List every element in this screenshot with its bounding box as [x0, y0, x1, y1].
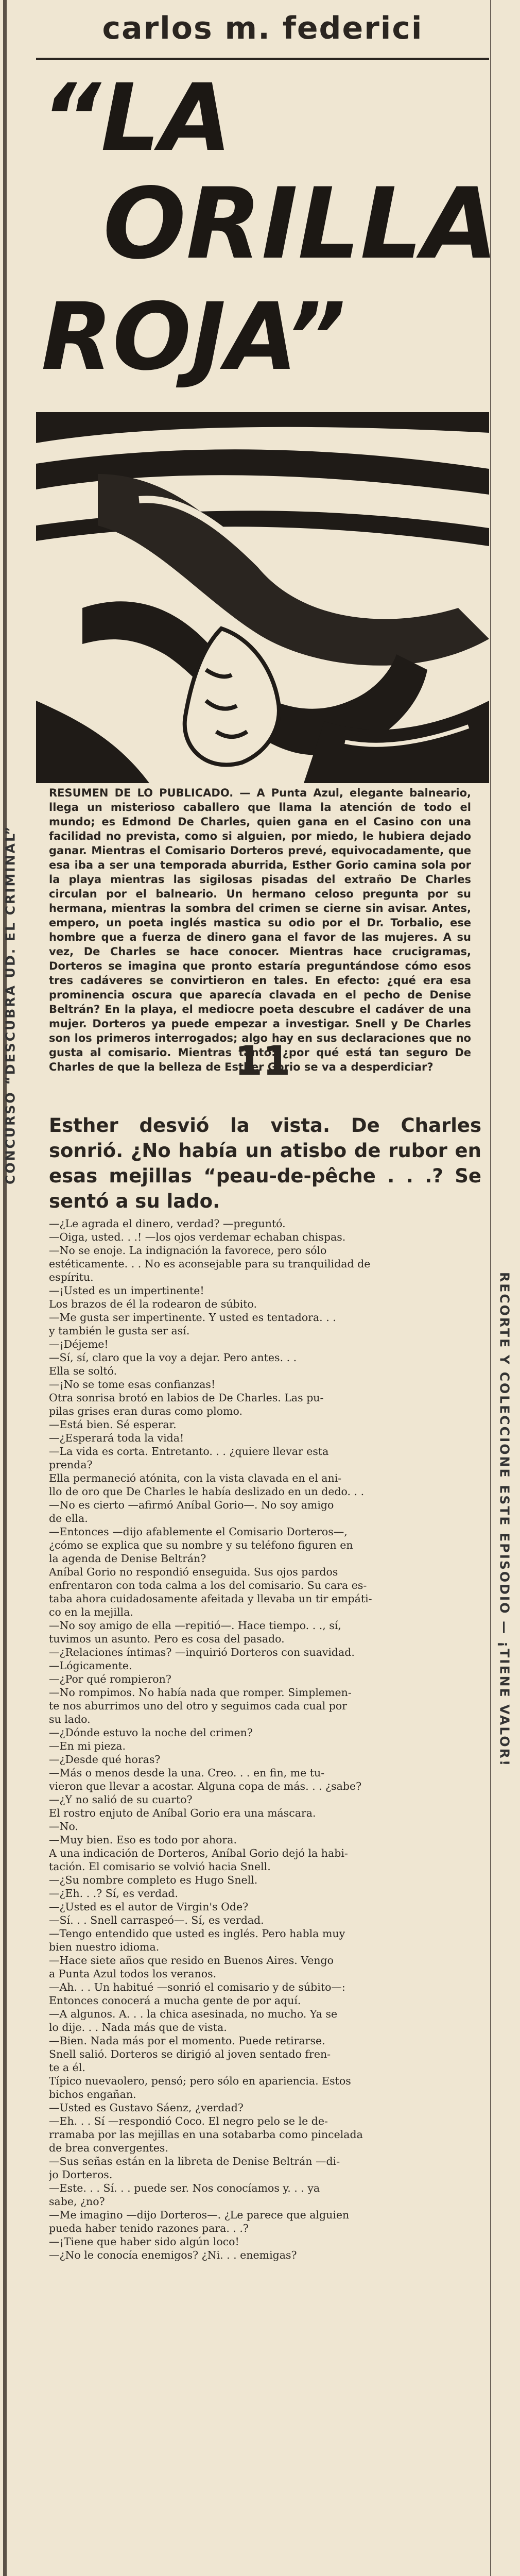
story-line: —Ah. . . Un habitué —sonrió el comisario y de súbito—:: [49, 1981, 345, 1993]
story-line: pueda haber tenido razones para. . .?: [49, 2222, 249, 2234]
title-line-3: ROJA”: [41, 283, 346, 391]
previous-summary: RESUMEN DE LO PUBLICADO. — A Punta Azul, elegante balneario, llega un misterioso caballero que llama la atención de todo el mundo; es Edmond De Charles, quien gana en el Casino con una facilidad no prevista, como si alguien, por miedo, le hubiera dejado ganar. Mientras el Comisario Dorteros prevé, equivocadamente, que esa iba a ser una temporada aburrida, Esther Gorio camina sola por la playa mientras las sigilosas pisadas del extraño De Charles circulan por el balneario. Un hermano celoso pregunta por su hermana, mientras la sombra del crimen se cierne sin avisar. Antes, empero, un poeta inglés mastica su odio por el Dr. Torbalio, ese hombre que a fuerza de dinero gana el favor de las mujeres. A su vez, De Charles se hace conocer. Mientras hace crucigramas, Dorteros se imagina que pronto estaría preguntándose cómo esos tres cadáveres se convirtieron en tales. En efecto: ¿qué era esa prominencia oscura que aparecía clavada en el pecho de Denise Beltrán? En la playa, el mediocre poeta descubre el cadáver de una mujer. Dorteros ya puede empezar a investigar. Snell y De Charles son los primeros interrogados; algo hay en sus declaraciones que no gusta al comisario. Mientras tanto: ¿por qué está tan seguro De Charles de que la belleza de Esther Gorio se va a desperdiciar?: [49, 787, 471, 1073]
story-line: bien nuestro idioma.: [49, 1941, 160, 1953]
story-line: —¿Su nombre completo es Hugo Snell.: [49, 1874, 258, 1886]
story-line: prenda?: [49, 1459, 93, 1471]
story-line: bichos engañan.: [49, 2088, 136, 2100]
story-line: jo Dorteros.: [49, 2168, 113, 2181]
story-line: —¿Dónde estuvo la noche del crimen?: [49, 1726, 253, 1739]
story-line: —Este. . . Sí. . . puede ser. Nos conocíamos y. . . ya: [49, 2182, 320, 2194]
story-line: te nos aburrimos uno del otro y seguimos cada cual por: [49, 1700, 348, 1712]
story-line: El rostro enjuto de Aníbal Gorio era una máscara.: [49, 1807, 316, 1819]
story-line: —Me gusta ser impertinente. Y usted es tentadora. . .: [49, 1311, 336, 1324]
story-line: —Lógicamente.: [49, 1659, 132, 1672]
story-line: enfrentaron con toda calma a los del comisario. Su cara es-: [49, 1579, 367, 1591]
story-line: —¿Desde qué horas?: [49, 1753, 161, 1766]
woman-lying-illustration: [36, 412, 489, 783]
story-line: la agenda de Denise Beltrán?: [49, 1552, 206, 1565]
story-line: —Me imagino —dijo Dorteros—. ¿Le parece que alguien: [49, 2209, 350, 2221]
story-line: lo dije. . . Nada más que de vista.: [49, 2021, 227, 2033]
story-line: —Entonces —dijo afablemente el Comisario Dorteros—,: [49, 1526, 348, 1538]
story-line: Entonces conocerá a mucha gente de por aquí.: [49, 1994, 301, 2007]
story-line: —¿Relaciones íntimas? —inquirió Dorteros con suavidad.: [49, 1646, 355, 1658]
story-line: —No es cierto —afirmó Aníbal Gorio—. No soy amigo: [49, 1499, 334, 1511]
story-line: —Muy bien. Eso es todo por ahora.: [49, 1834, 237, 1846]
story-line: sabe, ¿no?: [49, 2195, 105, 2208]
story-line: de ella.: [49, 1512, 88, 1524]
story-line: —No soy amigo de ella —repitió—. Hace tiempo. . ., sí,: [49, 1619, 341, 1632]
chapter-number: 11: [234, 1038, 291, 1084]
story-line: su lado.: [49, 1713, 91, 1725]
story-line: y también le gusta ser así.: [49, 1325, 190, 1337]
story-line: estéticamente. . . No es aconsejable para su tranquilidad de: [49, 1258, 371, 1270]
story-line: te a él.: [49, 2061, 85, 2074]
lead-paragraph: Esther desvió la vista. De Charles sonrió. ¿No había un atisbo de rubor en esas mejillas “peau-de-pêche . . .? Se sentó a su lado.: [49, 1114, 481, 1212]
story-line: —¿Le agrada el dinero, verdad? —preguntó.: [49, 1217, 286, 1230]
story-line: Ella se soltó.: [49, 1365, 117, 1377]
story-line: —Oiga, usted. . .! —los ojos verdemar echaban chispas.: [49, 1231, 346, 1243]
story-line: —No.: [49, 1820, 78, 1833]
story-text: [49, 1217, 481, 2262]
right-column-rule: [490, 0, 491, 2576]
story-line: —¿Y no salió de su cuarto?: [49, 1793, 193, 1806]
story-line: tuvimos un asunto. Pero es cosa del pasado.: [49, 1633, 285, 1645]
story-line: —¿Usted es el autor de Virgin's Ode?: [49, 1901, 249, 1913]
story-line: espíritu.: [49, 1271, 94, 1283]
story-line: —Tengo entendido que usted es inglés. Pero habla muy: [49, 1927, 345, 1940]
story-line: pilas grises eran duras como plomo.: [49, 1405, 242, 1417]
contest-side-label: CONCURSO “DESCUBRA UD. EL CRIMINAL”: [3, 825, 18, 1184]
story-line: —Hace siete años que resido en Buenos Aires. Vengo: [49, 1954, 334, 1967]
story-line: —Sus señas están en la libreta de Denise Beltrán —di-: [49, 2155, 340, 2167]
author-underline: [36, 58, 489, 60]
story-line: tación. El comisario se volvió hacia Snell.: [49, 1860, 271, 1873]
story-line: —Más o menos desde la una. Creo. . . en fin, me tu-: [49, 1767, 325, 1779]
story-line: —¡Usted es un impertinente!: [49, 1284, 204, 1297]
story-line: ¿cómo se explica que su nombre y su teléfono figuren en: [49, 1539, 353, 1551]
story-line: co en la mejilla.: [49, 1606, 133, 1618]
story-line: —Usted es Gustavo Sáenz, ¿verdad?: [49, 2102, 244, 2114]
story-line: de brea convergentes.: [49, 2142, 168, 2154]
story-line: Aníbal Gorio no respondió enseguida. Sus ojos pardos: [49, 1566, 338, 1578]
story-line: —Bien. Nada más por el momento. Puede retirarse.: [49, 2035, 325, 2047]
collect-side-label: RECORTE Y COLECCIONE ESTE EPISODIO — ¡TIENE VALOR!: [497, 1272, 512, 1768]
story-line: —No se enoje. La indignación la favorece, pero sólo: [49, 1244, 327, 1257]
story-line: —No rompimos. No había nada que romper. Simplemen-: [49, 1686, 352, 1699]
story-line: —A algunos. A. . . la chica asesinada, no mucho. Ya se: [49, 2008, 338, 2020]
story-line: Ella permaneció atónita, con la vista clavada en el ani-: [49, 1472, 342, 1484]
story-line: —¿Eh. . .? Sí, es verdad.: [49, 1887, 179, 1900]
story-line: taba ahora cuidadosamente afeitada y llevaba un tir empáti-: [49, 1592, 372, 1605]
author-name: carlos m. federici: [102, 10, 423, 46]
title-line-1: “LA: [41, 64, 232, 172]
story-line: a Punta Azul todos los veranos.: [49, 1968, 217, 1980]
story-line: —¿No le conocía enemigos? ¿Ni. . . enemigas?: [49, 2249, 297, 2261]
story-line: —Sí. . . Snell carraspeó—. Sí, es verdad.: [49, 1914, 264, 1926]
story-line: —¡No se tome esas confianzas!: [49, 1378, 216, 1391]
title-line-2: ORILLA: [103, 167, 498, 281]
story-line: —¡Tiene que haber sido algún loco!: [49, 2235, 239, 2248]
story-line: —La vida es corta. Entretanto. . . ¿quiere llevar esta: [49, 1445, 329, 1458]
story-line: —¿Esperará toda la vida!: [49, 1432, 184, 1444]
story-line: —¿Por qué rompieron?: [49, 1673, 171, 1685]
story-line: llo de oro que De Charles le había deslizado en un dedo. . .: [49, 1485, 365, 1498]
story-line: —En mi pieza.: [49, 1740, 126, 1752]
story-line: A una indicación de Dorteros, Aníbal Gorio dejó la habi-: [49, 1847, 348, 1859]
story-line: —Sí, sí, claro que la voy a dejar. Pero antes. . .: [49, 1351, 297, 1364]
story-line: Snell salió. Dorteros se dirigió al joven sentado fren-: [49, 2048, 331, 2060]
story-line: —Eh. . . Sí —respondió Coco. El negro pelo se le de-: [49, 2115, 328, 2127]
story-line: rramaba por las mejillas en una sotabarba como pincelada: [49, 2128, 363, 2141]
story-line: vieron que llevar a acostar. Alguna copa de más. . . ¿sabe?: [49, 1780, 362, 1792]
story-line: Los brazos de él la rodearon de súbito.: [49, 1298, 257, 1310]
story-line: Otra sonrisa brotó en labios de De Charles. Las pu-: [49, 1392, 324, 1404]
story-line: —Está bien. Sé esperar.: [49, 1418, 177, 1431]
story-line: Típico nuevaolero, pensó; pero sólo en apariencia. Estos: [49, 2075, 351, 2087]
story-line: —¡Déjeme!: [49, 1338, 109, 1350]
